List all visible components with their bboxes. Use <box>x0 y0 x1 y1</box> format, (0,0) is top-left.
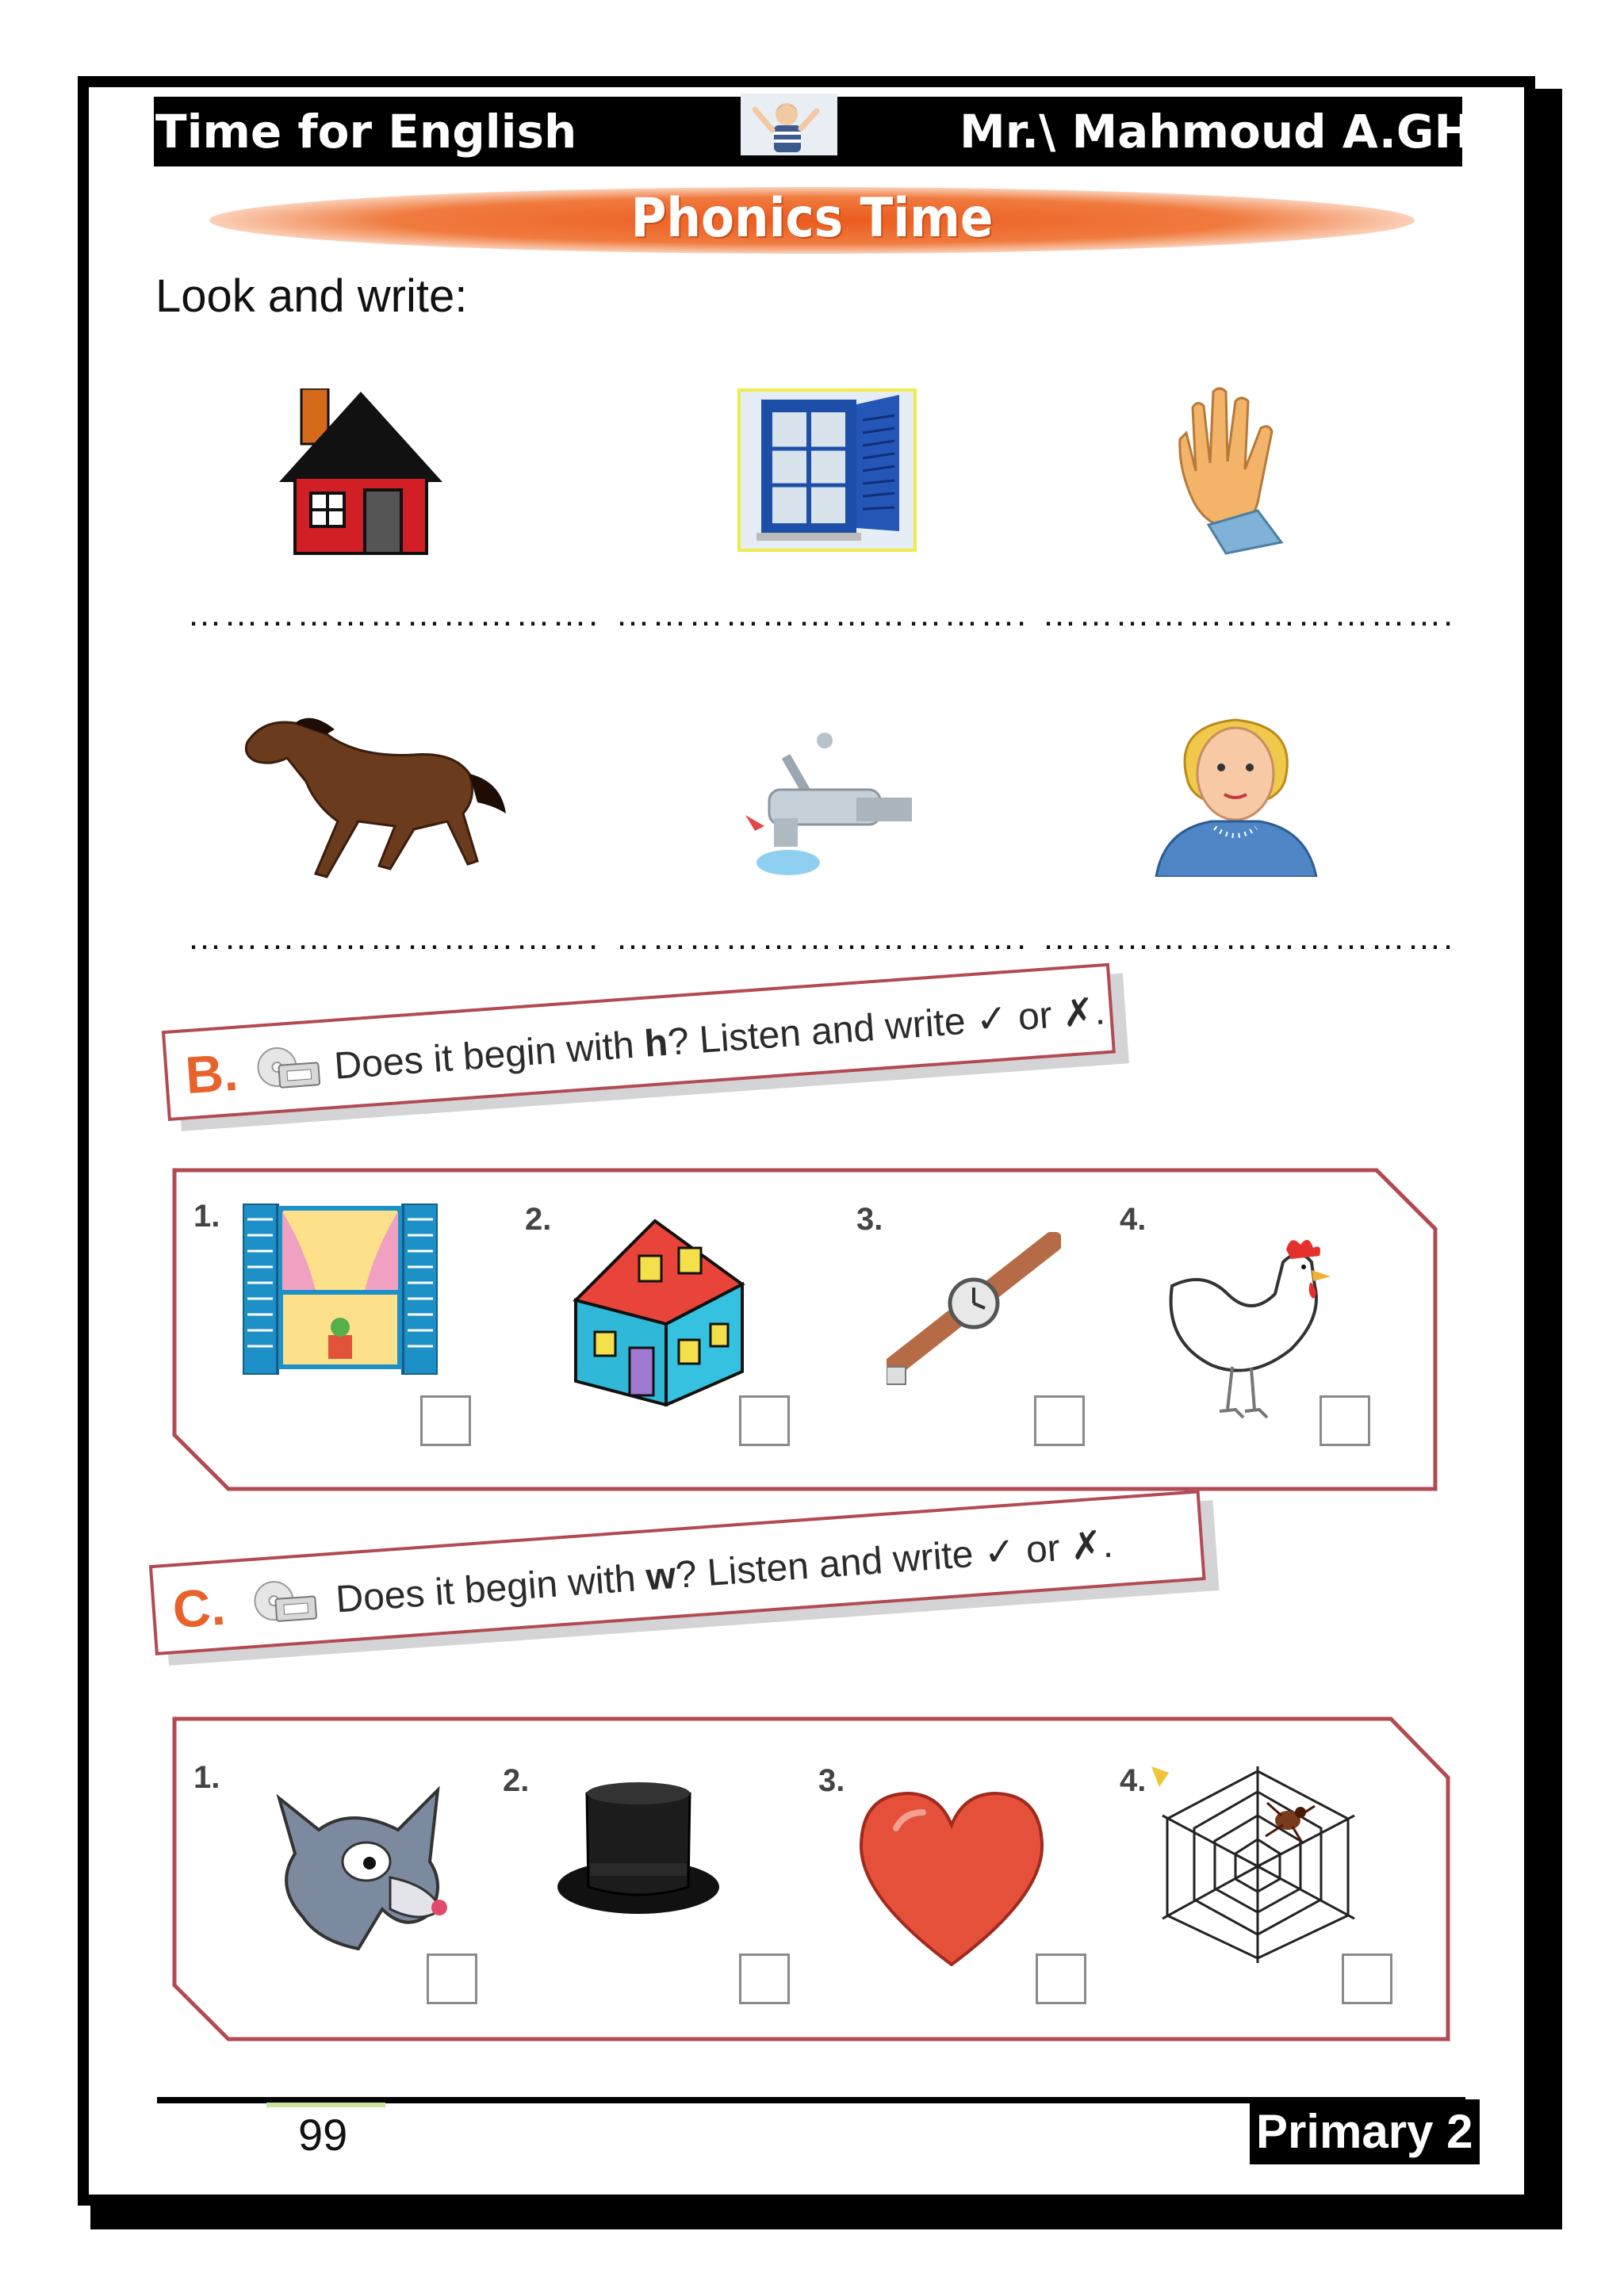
hen-icon <box>1156 1230 1335 1427</box>
wolf-icon <box>271 1774 455 1954</box>
window-icon <box>737 388 917 555</box>
audio-cd-icon <box>254 1043 324 1096</box>
prompt-letter: h <box>642 1021 669 1066</box>
answer-checkbox[interactable] <box>739 1954 790 2004</box>
boy-waving-icon <box>741 94 837 155</box>
spider-web-icon <box>1147 1760 1364 1969</box>
prompt-after: ? Listen and write ✓ or ✗. <box>674 1523 1115 1597</box>
prompt-before: Does it begin with <box>332 1023 646 1088</box>
hand-icon <box>1162 384 1305 561</box>
banner-title: Phonics Time <box>630 187 994 250</box>
grade-badge: Primary 2 <box>1250 2099 1480 2164</box>
house-icon <box>278 388 444 560</box>
audio-cd-icon <box>251 1577 320 1629</box>
answer-line-4[interactable]: ……………………………. <box>187 918 600 957</box>
answer-line-2[interactable]: ……………………………. <box>615 595 1028 633</box>
prompt-before: Does it begin with <box>334 1556 648 1621</box>
header-right-title: Mr.\ Mahmoud A.GH. <box>959 105 1491 159</box>
item-number: 1. <box>193 1760 220 1795</box>
watch-icon <box>887 1232 1061 1391</box>
horse-icon <box>239 710 509 890</box>
answer-checkbox[interactable] <box>739 1395 790 1446</box>
answer-line-5[interactable]: ……………………………. <box>615 918 1028 957</box>
answer-checkbox[interactable] <box>1034 1395 1085 1446</box>
item-number: 2. <box>503 1763 530 1798</box>
answer-checkbox[interactable] <box>427 1954 477 2004</box>
section-a-instruction: Look and write: <box>155 270 468 322</box>
item-number: 4. <box>1120 1763 1147 1798</box>
answer-line-6[interactable]: ……………………………. <box>1042 918 1455 957</box>
footer-accent <box>266 2103 385 2107</box>
answer-checkbox[interactable] <box>1342 1954 1392 2004</box>
item-number: 2. <box>525 1202 552 1237</box>
answer-line-1[interactable]: ……………………………. <box>187 595 600 633</box>
house-icon <box>560 1213 756 1410</box>
water-tap-icon <box>737 729 915 883</box>
hat-icon <box>555 1776 722 1919</box>
answer-checkbox[interactable] <box>1320 1395 1370 1446</box>
page-number: 99 <box>298 2110 348 2160</box>
item-number: 3. <box>818 1763 845 1798</box>
prompt-after: ? Listen and write ✓ or ✗. <box>666 990 1107 1064</box>
item-number: 3. <box>856 1202 883 1237</box>
section-b-letter: B. <box>183 1042 240 1105</box>
item-number: 4. <box>1120 1202 1147 1237</box>
answer-checkbox[interactable] <box>420 1395 471 1446</box>
section-c-letter: C. <box>170 1576 228 1640</box>
woman-icon <box>1148 710 1326 880</box>
answer-line-3[interactable]: ……………………………. <box>1042 595 1455 633</box>
answer-checkbox[interactable] <box>1036 1954 1086 2004</box>
item-number: 1. <box>193 1199 220 1234</box>
window-icon <box>243 1203 438 1378</box>
header-left-title: Time for English <box>155 105 577 159</box>
prompt-letter: w <box>644 1554 677 1599</box>
heart-icon <box>856 1789 1047 1969</box>
